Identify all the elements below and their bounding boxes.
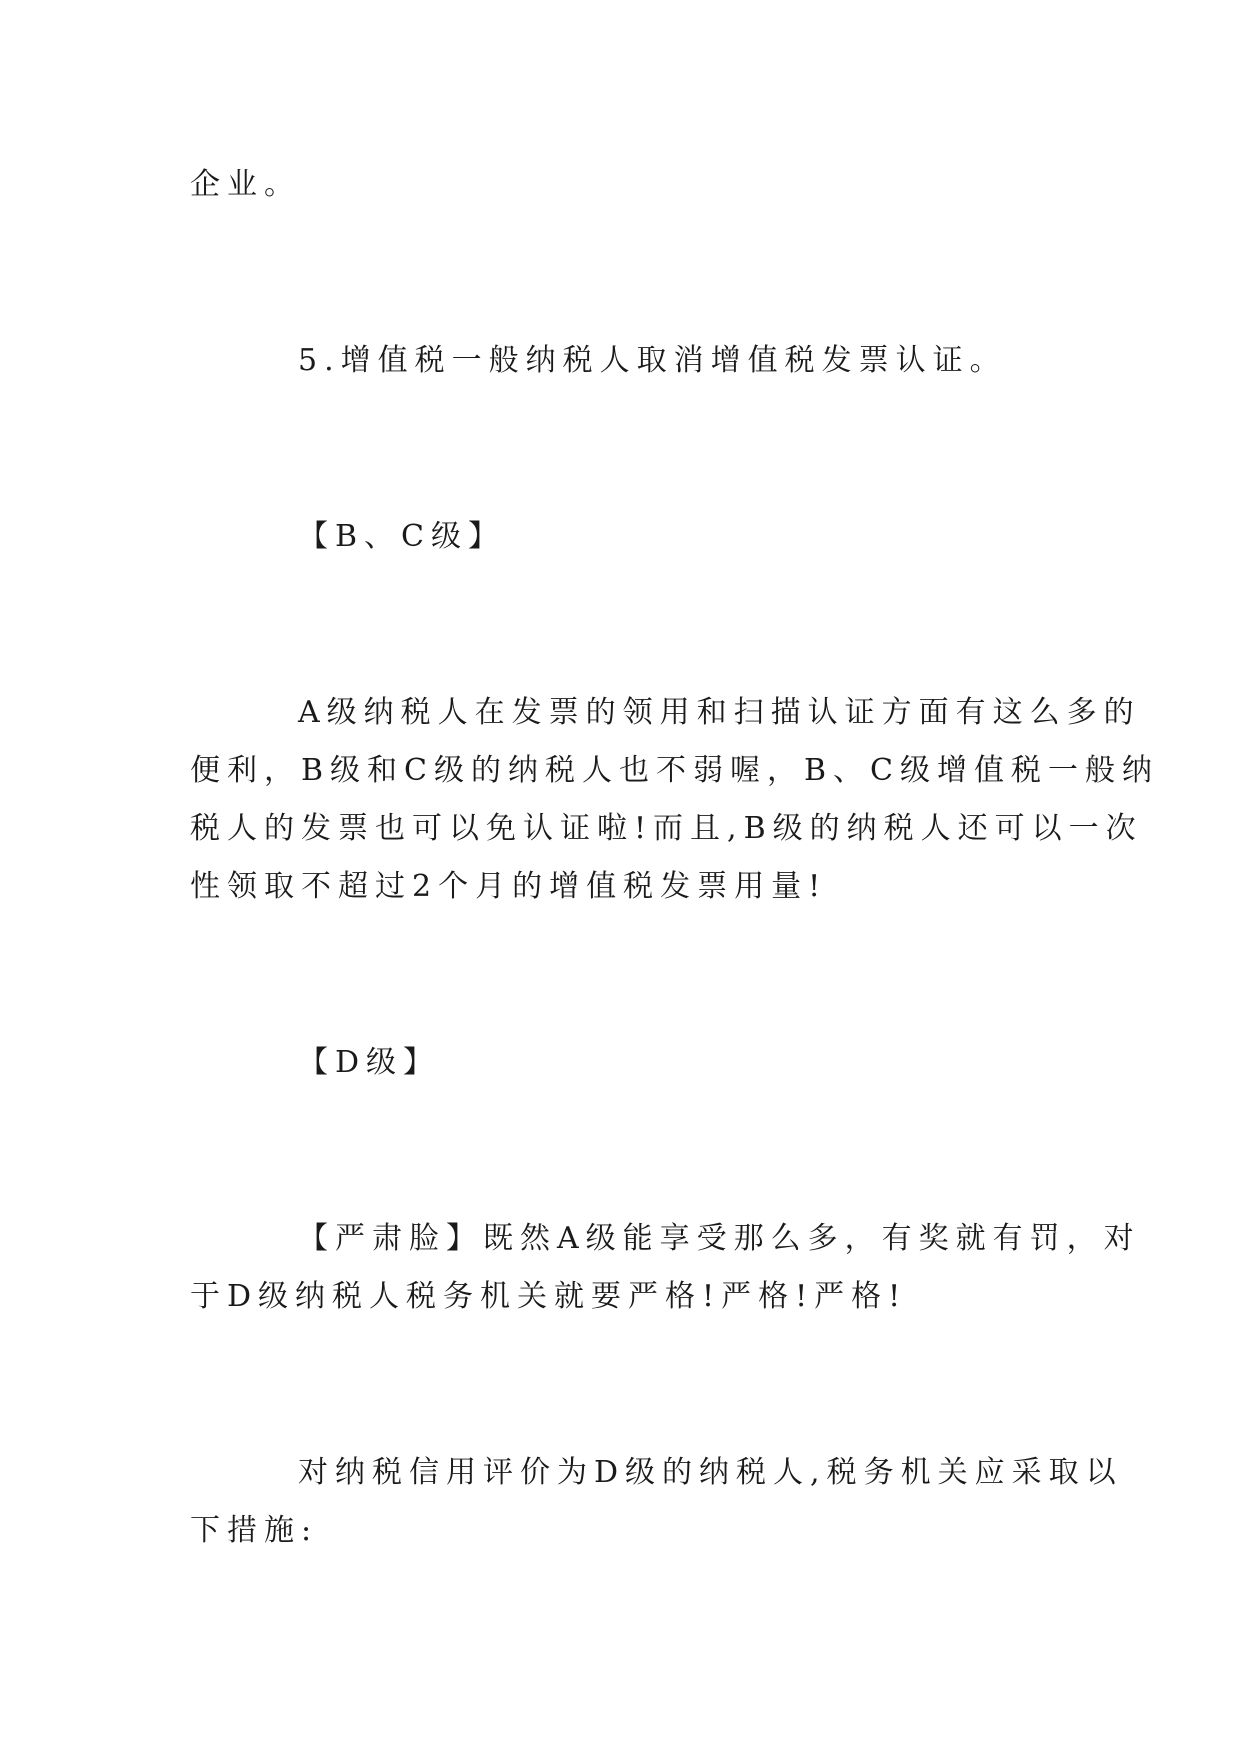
paragraph-bc-line-3: 税人的发票也可以免认证啦!而且,B级的纳税人还可以一次	[190, 811, 1143, 846]
section-heading-bc: 【B、C级】	[298, 519, 505, 554]
paragraph-bc-line-2: 便利，B级和C级的纳税人也不弱喔，B、C级增值税一般纳	[190, 753, 1159, 788]
paragraph-d-line-1: 【严肃脸】既然A级能享受那么多，有奖就有罚，对	[298, 1221, 1141, 1256]
text-line-continuation: 企业。	[190, 167, 301, 202]
paragraph-bc-line-1: A级纳税人在发票的领用和扫描认证方面有这么多的	[298, 695, 1141, 730]
paragraph-measures-line-1: 对纳税信用评价为D级的纳税人,税务机关应采取以	[298, 1455, 1123, 1490]
paragraph-bc-line-4: 性领取不超过2个月的增值税发票用量!	[190, 869, 828, 904]
section-heading-d: 【D级】	[298, 1045, 441, 1080]
list-item-5: 5.增值税一般纳税人取消增值税发票认证。	[298, 343, 1007, 378]
paragraph-d-line-2: 于D级纳税人税务机关就要严格!严格!严格!	[190, 1279, 908, 1314]
paragraph-measures-line-2: 下措施:	[190, 1513, 319, 1548]
